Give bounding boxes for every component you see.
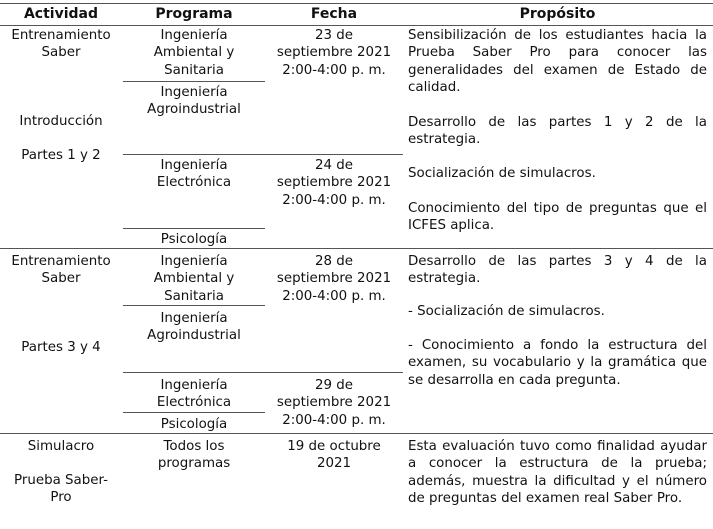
header-bottom-border: [0, 25, 713, 26]
block1-fecha-1: 23 de septiembre 2021 2:00-4:00 p. m.: [276, 28, 392, 78]
header-top-border: [0, 3, 713, 4]
block1-actividad-title: Entrenamiento Saber: [11, 28, 111, 61]
block1-proposito-2: Desarrollo de las partes 1 y 2 de la estrategia.: [408, 115, 707, 148]
block1-programa-agroindustrial: Ingeniería Agroindustrial: [147, 85, 241, 118]
block2-actividad-title: Entrenamiento Saber: [11, 254, 111, 287]
header-fecha: Fecha: [310, 6, 358, 22]
block2-bottom-border: [0, 433, 713, 434]
block3-programa: Todos los programas: [157, 439, 231, 472]
block2-proposito-3: - Conocimiento a fondo la estructura del examen, su vocabulario y la gramática que se desarrolla en cada pregunta.: [408, 338, 707, 388]
block1-actividad-intro: Introducción: [19, 114, 103, 129]
block1-proposito-1: Sensibilización de los estudiantes hacia la Prueba Saber Pro para conocer las generalidades del examen de Estado de calidad.: [408, 28, 707, 96]
block3-proposito: Esta evaluación tuvo como finalidad ayudar a conocer la estructura de la prueba; además, muestra la dificultad y el número de preguntas del examen real Saber Pro.: [408, 439, 707, 507]
header-programa: Programa: [155, 6, 233, 22]
block2-proposito-2: - Socialización de simulacros.: [408, 304, 605, 319]
block1-actividad-parts: Partes 1 y 2: [21, 148, 101, 163]
block1-proposito-3: Socialización de simulacros.: [408, 166, 596, 181]
block2-fecha-1: 28 de septiembre 2021 2:00-4:00 p. m.: [276, 254, 392, 304]
block2-programa-electronica: Ingeniería Electrónica: [156, 378, 232, 411]
block1-bottom-border: [0, 248, 713, 249]
block2-programa-ambiental: Ingeniería Ambiental y Sanitaria: [153, 254, 235, 304]
header-proposito: Propósito: [519, 6, 596, 22]
block1-programa-divider-2: [123, 228, 265, 229]
block1-programa-divider-1: [123, 81, 265, 82]
block1-programa-ambiental: Ingeniería Ambiental y Sanitaria: [153, 28, 235, 78]
block3-fecha: 19 de octubre 2021: [287, 439, 381, 472]
block1-proposito-4: Conocimiento del tipo de preguntas que el ICFES aplica.: [408, 201, 707, 234]
block2-programa-psicologia: Psicología: [160, 417, 228, 432]
block1-fecha-divider: [123, 154, 403, 155]
block2-fecha-divider: [123, 372, 403, 373]
block3-actividad-title: Simulacro: [27, 439, 95, 454]
block1-programa-electronica: Ingeniería Electrónica: [156, 158, 232, 191]
block2-programa-agroindustrial: Ingeniería Agroindustrial: [147, 311, 241, 344]
block1-programa-psicologia: Psicología: [160, 232, 228, 247]
block2-fecha-2: 29 de septiembre 2021 2:00-4:00 p. m.: [276, 378, 392, 428]
block2-proposito-1: Desarrollo de las partes 3 y 4 de la estrategia.: [408, 254, 707, 287]
block1-fecha-2: 24 de septiembre 2021 2:00-4:00 p. m.: [276, 158, 392, 208]
header-actividad: Actividad: [23, 6, 99, 22]
block3-actividad-sub: Prueba Saber- Pro: [14, 473, 108, 506]
block2-programa-divider-2: [123, 412, 265, 413]
block2-actividad-parts: Partes 3 y 4: [21, 340, 101, 355]
